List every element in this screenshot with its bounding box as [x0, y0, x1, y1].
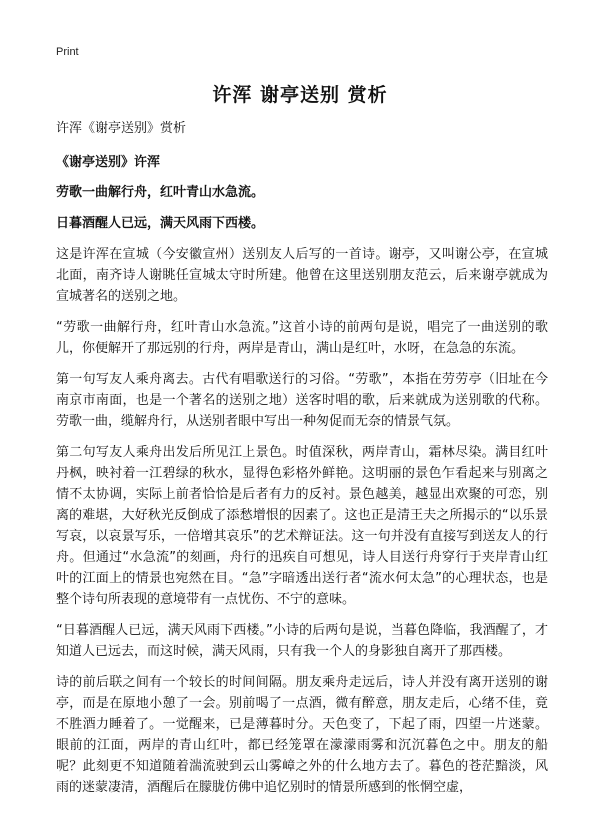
page-title: 许浑 谢亭送别 赏析 [212, 84, 388, 106]
paragraph-second-couplet: “日暮酒醒人已远，满天风雨下西楼。”小诗的后两句是说，当暮色降临，我酒醒了，才知道人已远去，而这时候，满天风雨，只有我一个人的身影独自离开了那西楼。 [56, 623, 548, 659]
poem-line-2: 日暮酒醒人已远，满天风雨下西楼。 [56, 216, 265, 231]
paragraph-first-couplet: “劳歌一曲解行舟，红叶青山水急流。”这首小诗的前两句是说，唱完了一曲送别的歌儿，你便解开了那远别的行舟，两岸是青山，满山是红叶，水呀，在急急的东流。 [56, 320, 548, 356]
article-body [56, 118, 548, 808]
print-link[interactable]: Print [56, 46, 79, 58]
poem-line-1: 劳歌一曲解行舟，红叶青山水急流。 [56, 185, 265, 200]
paragraph-couplets-relation: 诗的前后联之间有一个较长的时间间隔。朋友乘舟走远后，诗人并没有离开送别的谢亭，而是在原地小憩了一会。别前喝了一点酒，微有醉意，朋友走后，心绪不佳，竟不胜酒力睡着了。一觉醒来，已是薄暮时分。天色变了，下起了雨，四望一片迷蒙。眼前的江面，两岸的青山红叶，都已经笼罩在濛濛雨雾和沉沉暮色之中。朋友的船呢？此刻更不知道随着湍流驶到云山雾嶂之外的什么地方去了。暮色的苍茫黯淡，风雨的迷蒙凄清，酒醒后在朦胧仿佛中追忆别时的情景所感到的怅惘空虚， [56, 675, 548, 795]
paragraph-intro: 这是许浑在宣城（今安徽宣州）送别友人后写的一首诗。谢亭，又叫谢公亭，在宣城北面，南齐诗人谢眺任宣城太守时所建。他曾在这里送别朋友范云，后来谢亭就成为宣城著名的送别之地。 [56, 247, 548, 304]
paragraph-line-one-analysis: 第一句写友人乘舟离去。古代有唱歌送行的习俗。“劳歌”，本指在劳劳亭（旧址在今南京市南面，也是一个著名的送别之地）送客时唱的歌，后来就成为送别歌的代称。劳歌一曲，缆解舟行，从送别者眼中写出一种匆促而无奈的情景气氛。 [56, 372, 548, 429]
paragraph-line-two-analysis: 第二句写友人乘舟出发后所见江上景色。时值深秋，两岸青山，霜林尽染。满目红叶丹枫，映衬着一江碧绿的秋水，显得色彩格外鲜艳。这明丽的景色乍看起来与别离之情不太协调，实际上前者恰恰是后者有力的反衬。景色越美，越显出欢聚的可恋，别离的难堪，大好秋光反倒成了添愁增恨的因素了。这也正是清王夫之所揭示的“以乐景写哀，以哀景写乐，一倍增其哀乐”的艺术辩证法。这一句并没有直接写到送友人的行舟。但通过“水急流”的刻画，舟行的迅疾自可想见，诗人目送行舟穿行于夹岸青山红叶的江面上的情景也宛然在目。“急”字暗透出送行者“流水何太急”的心理状态，也是整个诗句所表现的意境带有一点忧伤、不宁的意味。 [56, 445, 548, 607]
poem-title: 《谢亭送别》许浑 [56, 155, 161, 170]
article-subtitle: 许浑《谢亭送别》赏析 [56, 121, 187, 136]
